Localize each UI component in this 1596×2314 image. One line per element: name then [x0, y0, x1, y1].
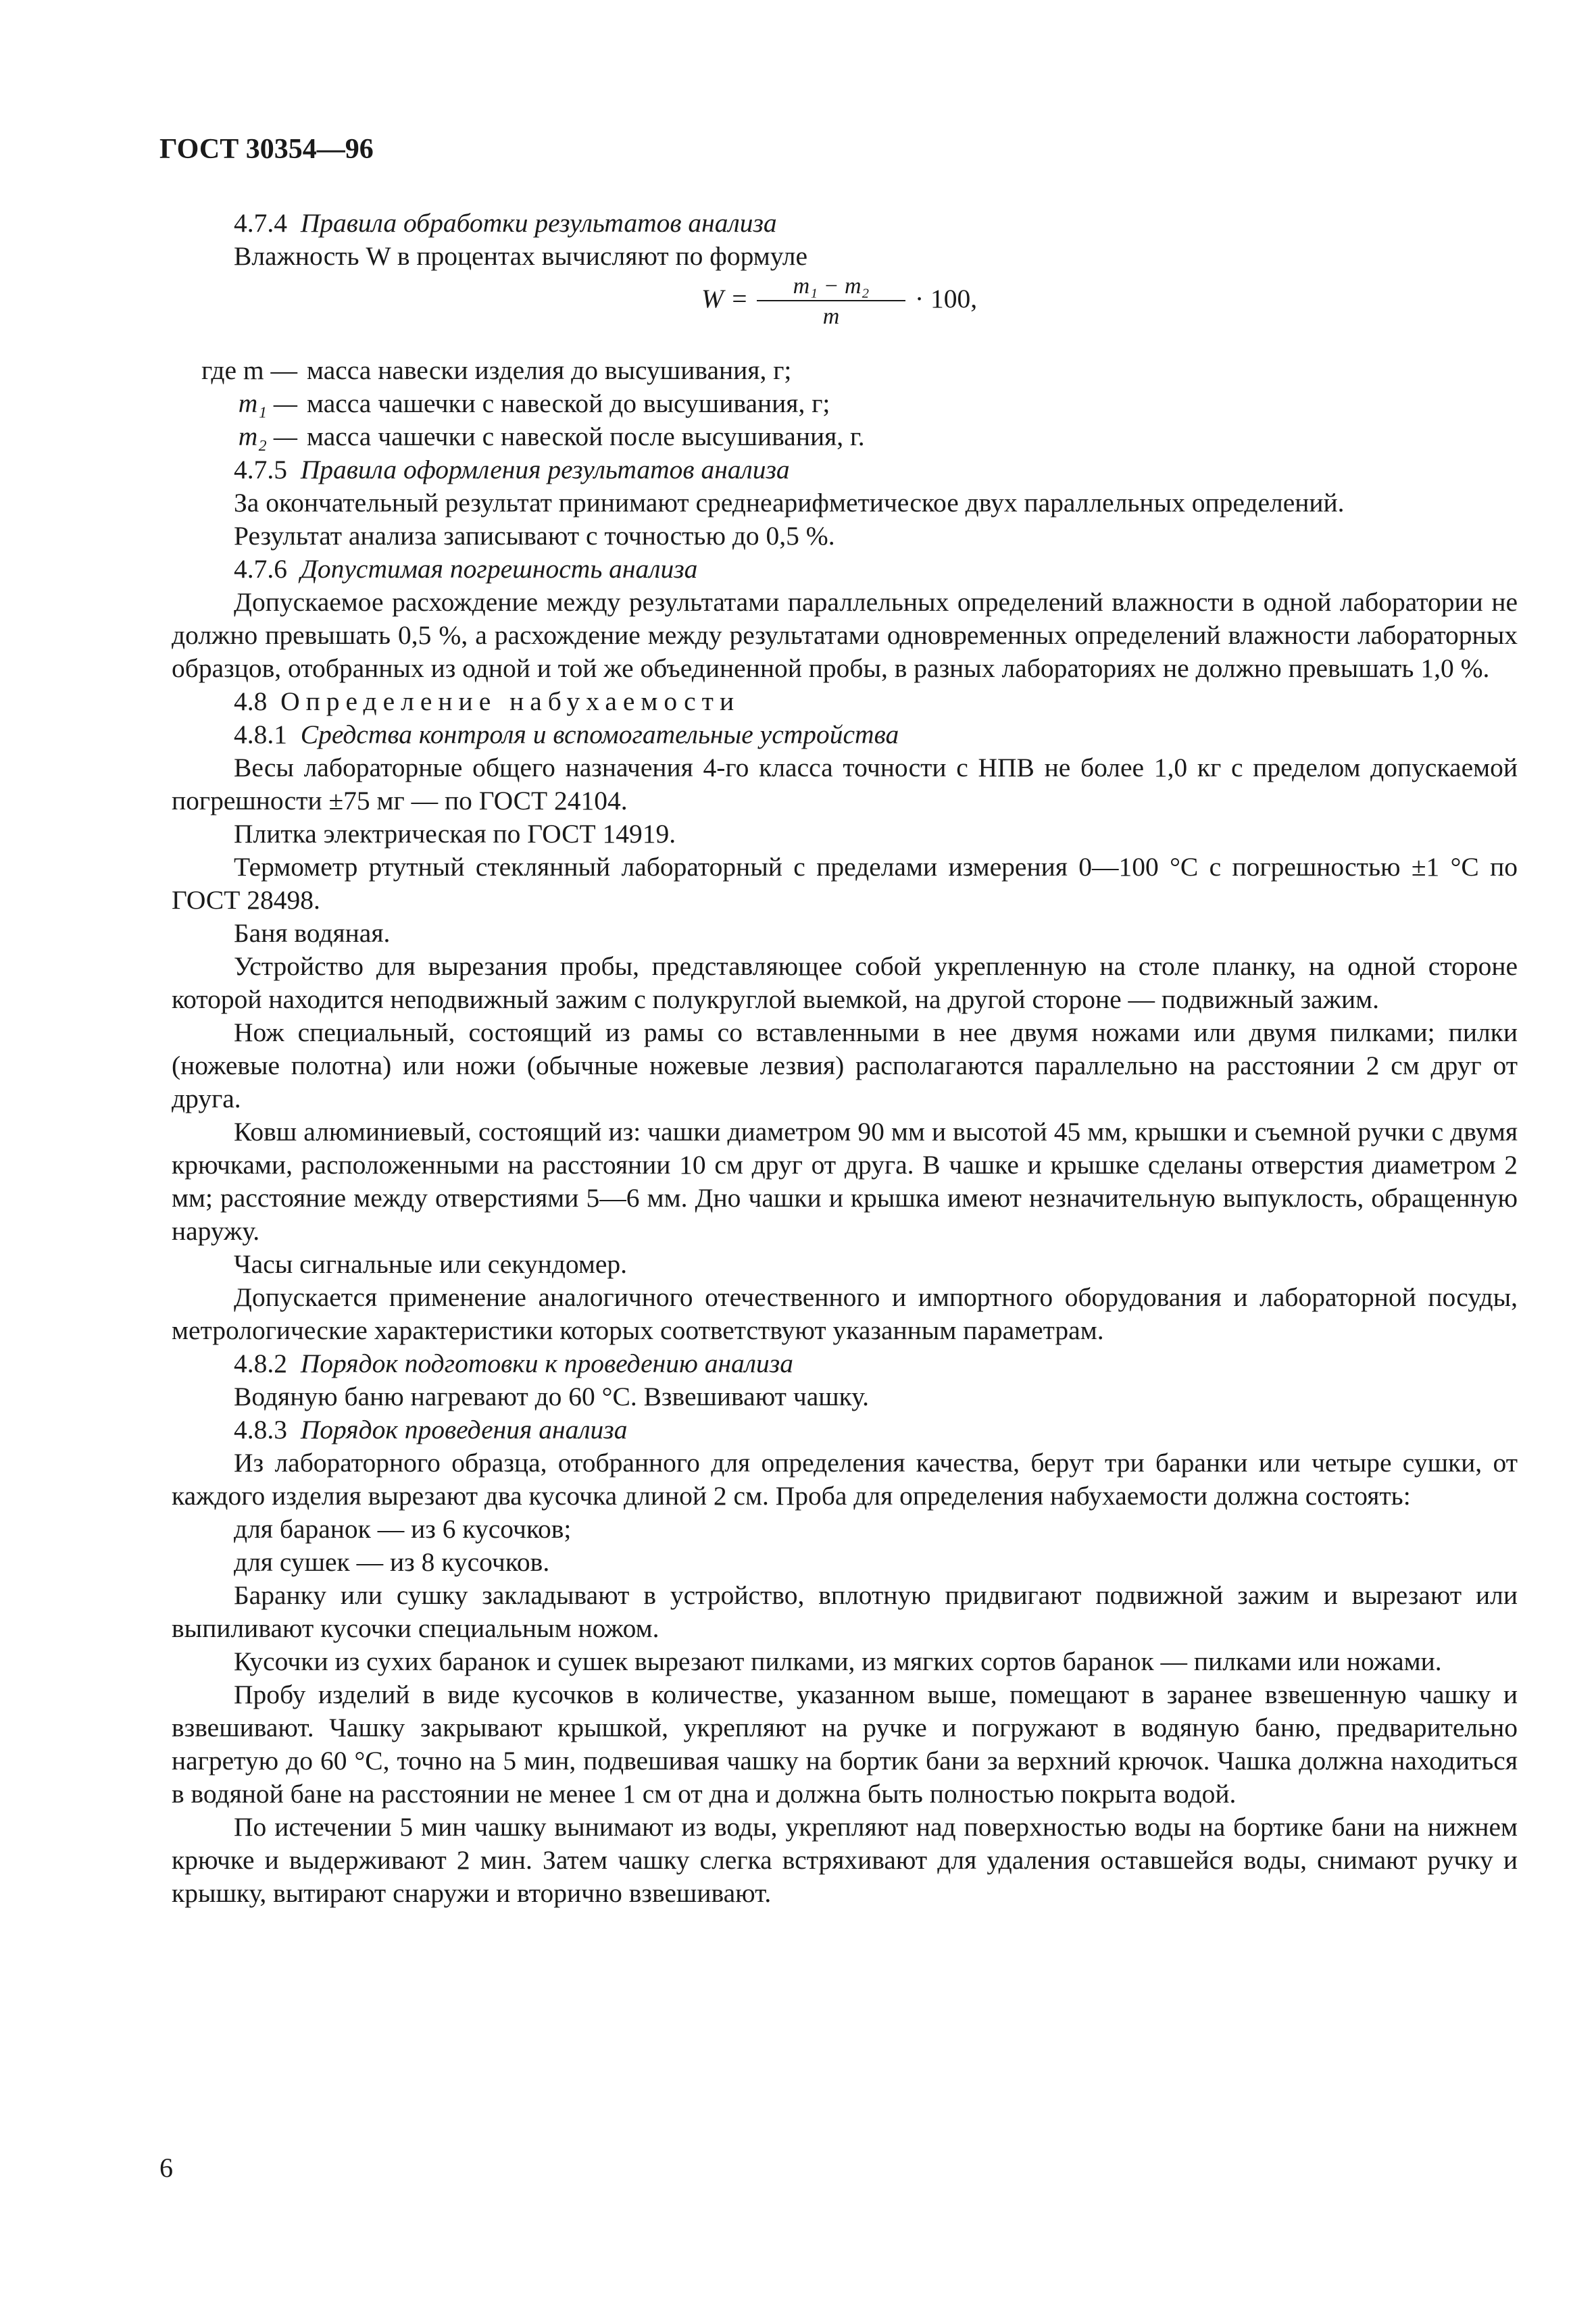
section-heading-4-8-2	[172, 1347, 1518, 1380]
formula-lhs: W =	[701, 284, 749, 313]
section-heading-4-7-4	[172, 207, 1518, 240]
formula-fraction	[757, 273, 905, 332]
paragraph: Допускается применение аналогичного отечественного и импортного оборудования и лабораторной посуды, метрологические характеристики которых соответствуют указанным параметрам.	[172, 1282, 1518, 1345]
section-number: 4.8.1	[234, 720, 287, 749]
paragraph: Часы сигнальные или секундомер.	[234, 1249, 628, 1279]
paragraph: Термометр ртутный стеклянный лабораторный с пределами измерения 0—100 °С с погрешностью ±1 °С по ГОСТ 28498.	[172, 852, 1518, 915]
definition-text: масса навески изделия до высушивания, г;	[307, 355, 792, 385]
section-title: Порядок проведения анализа	[300, 1415, 628, 1444]
definition-row	[172, 387, 1518, 420]
definition-text: масса чашечки с навеской до высушивания, г;	[307, 388, 830, 418]
paragraph: Устройство для вырезания пробы, представляющее собой укрепленную на столе планку, на одной стороне которой находится неподвижный зажим с полукруглой выемкой, на другой стороне — подвижный зажим.	[172, 951, 1518, 1014]
paragraph: Плитка электрическая по ГОСТ 14919.	[234, 819, 676, 849]
definition-text: масса чашечки с навеской после высушивания, г.	[307, 422, 865, 451]
formula-numerator: m₁ − m₂	[757, 273, 905, 301]
paragraph: Нож специальный, состоящий из рамы со вставленными в нее двумя ножами или двумя пилками; пилки (ножевые полотна) или ножи (обычные ножевые лезвия) располагаются параллельно на расстоянии 2 см друг от друга.	[172, 1017, 1518, 1113]
section-heading-4-8	[172, 685, 1518, 718]
document-body	[172, 207, 1518, 1910]
paragraph: Ковш алюминиевый, состоящий из: чашки диаметром 90 мм и высотой 45 мм, крышки и съемной ручки с двумя крючками, расположенными на расстоянии 10 см друг от друга. В чашке и крышке сделаны отверстия диаметром 2 мм; расстояние между отверстиями 5—6 мм. Дно чашки и крышка имеют незначительную выпуклость, обращенную наружу.	[172, 1117, 1518, 1246]
formula-denominator: m	[822, 304, 840, 329]
section-heading-4-8-1	[172, 718, 1518, 751]
paragraph: Водяную баню нагревают до 60 °С. Взвешивают чашку.	[234, 1382, 869, 1411]
section-number: 4.7.6	[234, 554, 287, 584]
document-header: ГОСТ 30354—96	[159, 134, 374, 165]
section-number: 4.7.4	[234, 208, 287, 238]
definition-term: m₂ —	[238, 422, 297, 451]
paragraph: Из лабораторного образца, отобранного для определения качества, берут три баранки или четыре сушки, от каждого изделия вырезают два кусочка длиной 2 см. Проба для определения набухаемости должна состоять:	[172, 1448, 1518, 1511]
section-number: 4.7.5	[234, 455, 287, 484]
definition-term: где m —	[201, 355, 297, 385]
definition-row	[172, 420, 1518, 453]
section-title: Допустимая погрешность анализа	[300, 554, 698, 584]
section-heading-4-7-5	[172, 453, 1518, 486]
section-title: Правила оформления результатов анализа	[300, 455, 790, 484]
section-title: Правила обработки результатов анализа	[300, 208, 777, 238]
formula-rhs: · 100,	[915, 284, 978, 313]
paragraph: Весы лабораторные общего назначения 4-го класса точности с НПВ не более 1,0 кг с пределом допускаемой погрешности ±75 мг — по ГОСТ 24104.	[172, 753, 1518, 815]
paragraph: По истечении 5 мин чашку вынимают из воды, укрепляют над поверхностью воды на бортике бани на нижнем крючке и выдерживают 2 мин. Затем чашку слегка встряхивают для удаления оставшейся воды, снимают ручку и крышку, вытирают снаружи и вторично взвешивают.	[172, 1812, 1518, 1908]
list-item: для баранок — из 6 кусочков;	[234, 1514, 572, 1544]
section-number: 4.8.3	[234, 1415, 287, 1444]
moisture-formula	[172, 273, 1518, 354]
definition-row	[172, 354, 1518, 387]
page-number: 6	[159, 2153, 173, 2183]
paragraph: Влажность W в процентах вычисляют по формуле	[234, 241, 807, 271]
paragraph: Пробу изделий в виде кусочков в количестве, указанном выше, помещают в заранее взвешенную чашку и взвешивают. Чашку закрывают крышкой, укрепляют на ручке и погружают в водяную баню, предварительно нагретую до 60 °С, точно на 5 мин, подвешивая чашку на бортик бани за верхний крючок. Чашка должна находиться в водяной бане на расстоянии не менее 1 см от дна и должна быть полностью покрыта водой.	[172, 1680, 1518, 1809]
section-number: 4.8.2	[234, 1349, 287, 1378]
section-title: Порядок подготовки к проведению анализа	[300, 1349, 793, 1378]
definition-term: m₁ —	[238, 388, 297, 418]
paragraph: Баранку или сушку закладывают в устройство, вплотную придвигают подвижной зажим и вырезают или выпиливают кусочки специальным ножом.	[172, 1580, 1518, 1643]
paragraph: Допускаемое расхождение между результатами параллельных определений влажности в одной лаборатории не должно превышать 0,5 %, а расхождение между результатами одновременных определений влажности лабораторных образцов, отобранных из одной и той же объединенной пробы, в разных лабораториях не должно превышать 1,0 %.	[172, 587, 1518, 683]
paragraph: Баня водяная.	[234, 918, 391, 948]
paragraph: Результат анализа записывают с точностью до 0,5 %.	[234, 521, 835, 551]
section-title: Определение набухаемости	[280, 686, 741, 716]
section-heading-4-7-6	[172, 553, 1518, 586]
section-title: Средства контроля и вспомогательные устройства	[300, 720, 899, 749]
section-heading-4-8-3	[172, 1413, 1518, 1447]
paragraph: Кусочки из сухих баранок и сушек вырезают пилками, из мягких сортов баранок — пилками или ножами.	[234, 1646, 1442, 1676]
paragraph: За окончательный результат принимают среднеарифметическое двух параллельных определений.	[234, 488, 1345, 518]
section-number: 4.8	[234, 686, 268, 716]
list-item: для сушек — из 8 кусочков.	[234, 1547, 550, 1577]
